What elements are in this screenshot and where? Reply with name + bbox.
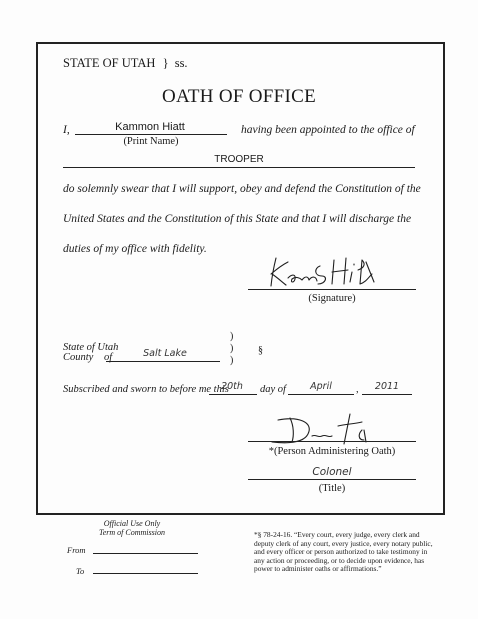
office-value: TROOPER (214, 154, 264, 165)
from-line (93, 553, 198, 554)
month-value: April (310, 381, 332, 392)
statute-line-1: *§ 78-24-16. “Every court, every judge, every clerk and (254, 530, 420, 539)
header-brace: } (162, 56, 169, 70)
county-value: Salt Lake (143, 348, 187, 359)
intro-i: I, (63, 124, 70, 136)
venue-brace-2: ) (230, 343, 234, 354)
signature-label: (Signature) (308, 293, 356, 304)
printed-name: Kammon Hiatt (115, 121, 185, 133)
statute-line-2: deputy clerk of any court, every justice, every notary public, (254, 538, 433, 548)
to-label: To (76, 566, 85, 576)
statute-line-5: power to administer oaths or affirmations.” (254, 564, 382, 574)
ss-label: ss. (174, 56, 188, 70)
title-value: Colonel (312, 466, 352, 478)
administrator-line (248, 441, 416, 442)
statute-line-3: and every officer or person authorized to take testimony in (254, 547, 428, 557)
oath-form-frame (36, 42, 445, 515)
official-use-heading: Official Use Only (103, 519, 161, 528)
oath-taker-signature (262, 252, 382, 292)
venue-county-label (63, 352, 112, 363)
title-line (248, 479, 416, 480)
oath-line-2: United States and the Constitution of this State and that I will discharge the (63, 213, 412, 225)
from-label: From (67, 545, 86, 555)
venue-brace-3: ) (230, 355, 234, 366)
day-value: 20th (221, 381, 243, 392)
state-name: STATE OF UTAH (63, 56, 156, 70)
signature-line (248, 289, 416, 290)
venue-brace-1: ) (230, 331, 234, 342)
to-line (93, 573, 198, 574)
page-title: OATH OF OFFICE (161, 86, 317, 107)
year-value: 2011 (374, 381, 400, 392)
appointed-text: having been appointed to the office of (241, 124, 415, 136)
subscribed-text: Subscribed and sworn to before me this (63, 384, 229, 395)
day-line (209, 394, 257, 395)
county-of: of (103, 352, 113, 363)
oath-line-3: duties of my office with fidelity. (63, 243, 207, 255)
month-line (288, 394, 354, 395)
year-line (362, 394, 412, 395)
day-of-label: day of (260, 384, 286, 395)
title-label: (Title) (318, 483, 346, 494)
section-symbol: § (258, 345, 263, 356)
print-name-label: (Print Name) (123, 136, 179, 147)
county-line (106, 361, 220, 362)
statute-line-4: any action or proceeding, or to decide upon evidence, has (254, 555, 425, 565)
state-header (63, 56, 188, 71)
venue-state: State of Utah (63, 342, 119, 353)
office-line (63, 167, 415, 168)
administering-label: *(Person Administering Oath) (268, 446, 396, 457)
county-label: County (63, 352, 94, 363)
comma: , (356, 384, 359, 395)
name-line (75, 134, 227, 135)
oath-line-1: do solemnly swear that I will support, obey and defend the Constitution of the (63, 183, 421, 195)
statute-text (254, 531, 433, 574)
term-of-commission: Term of Commission (99, 528, 165, 537)
